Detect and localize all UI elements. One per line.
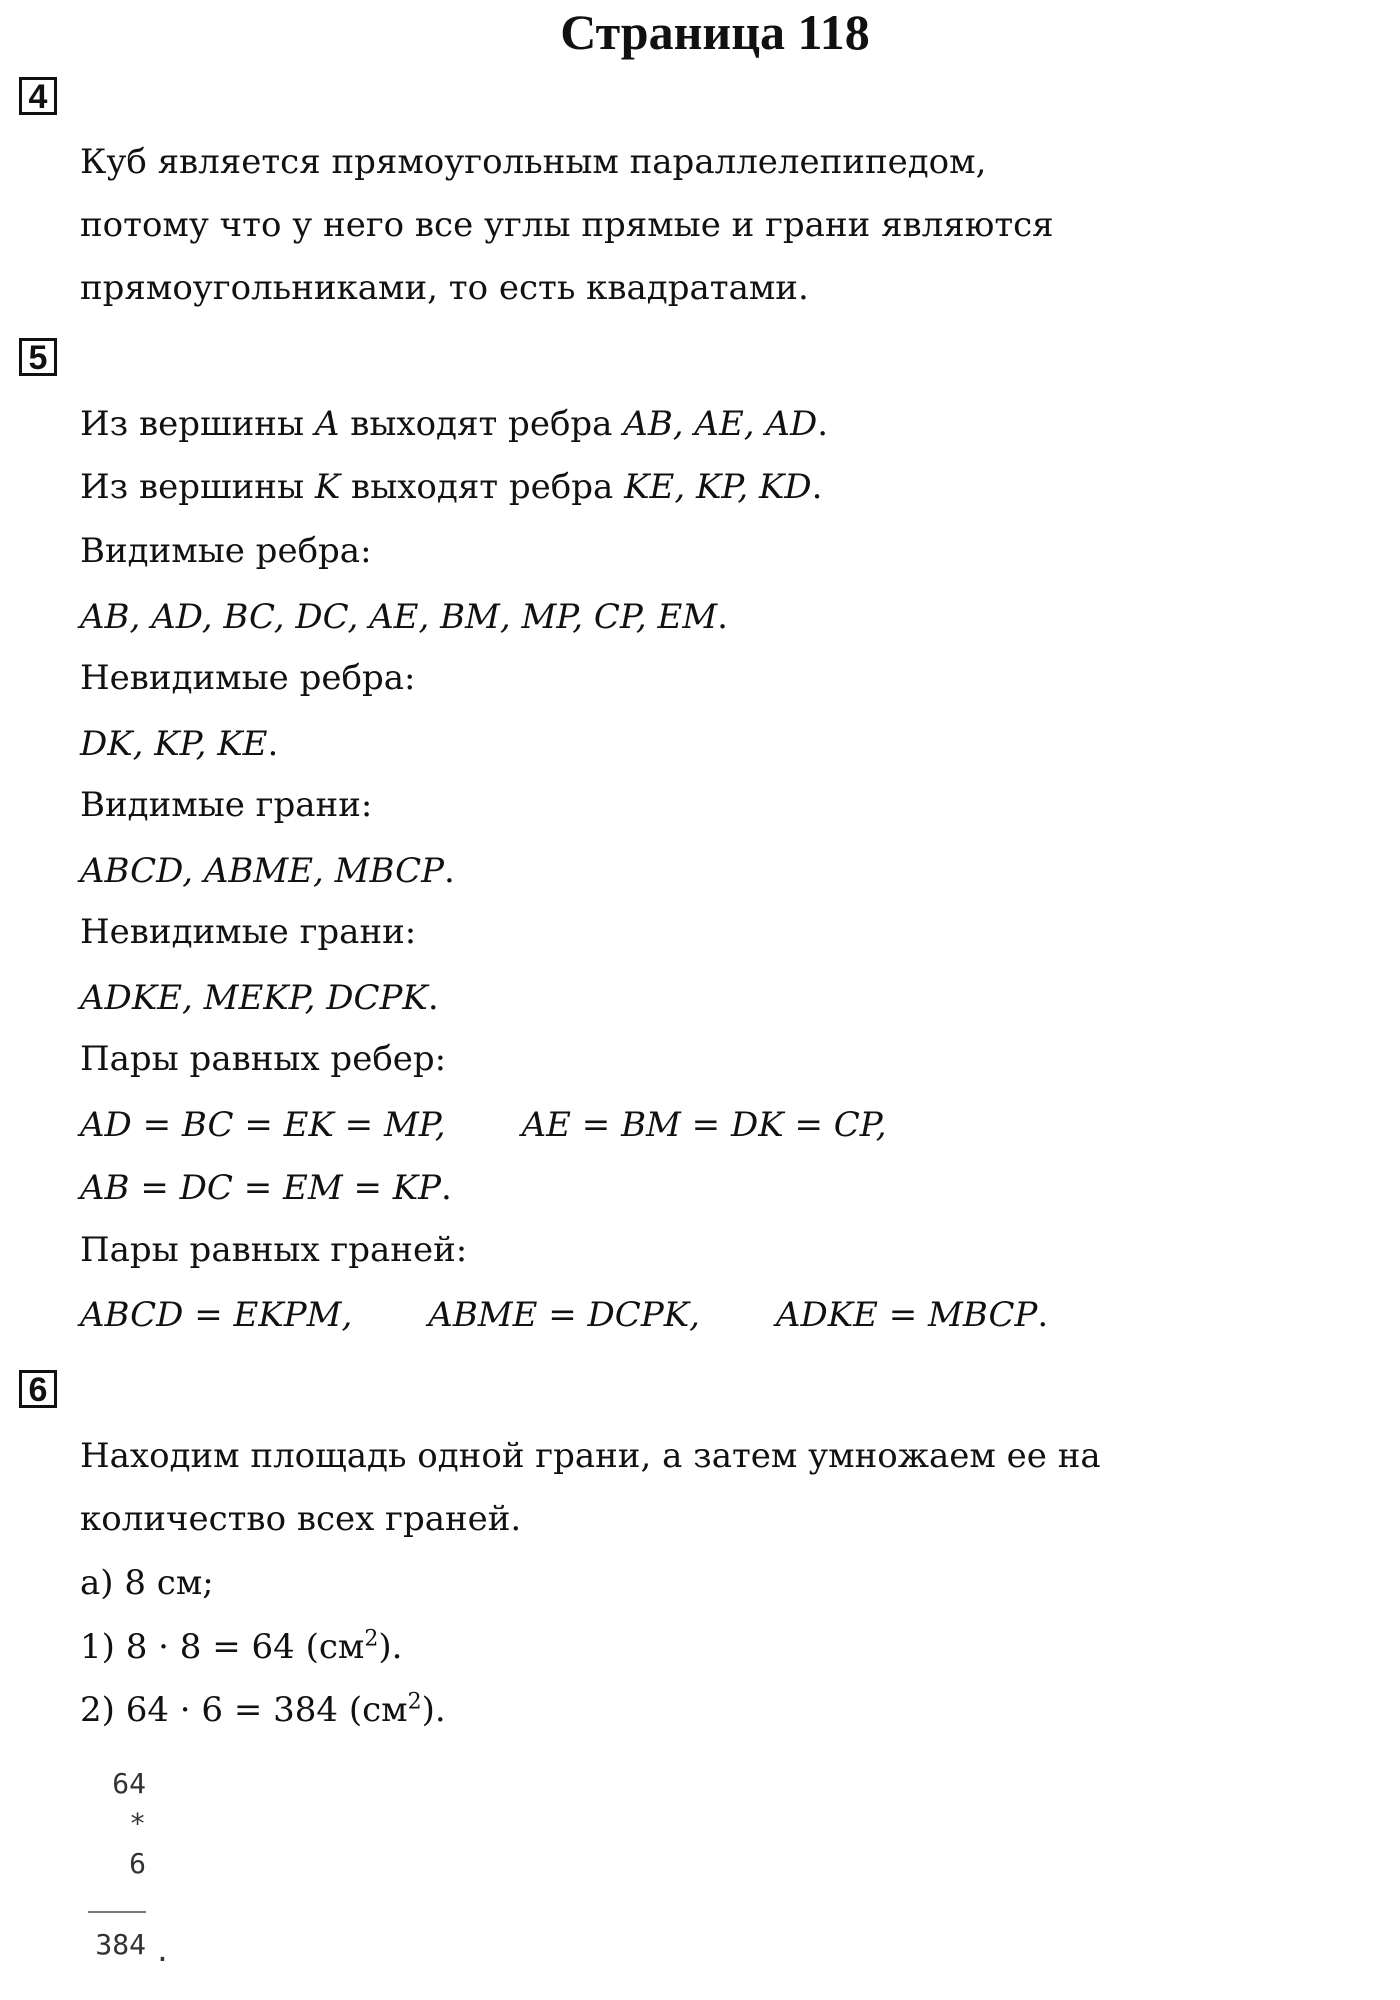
vertex-k-text-2: выходят ребра — [340, 467, 625, 507]
task6-line-1: Находим площадь одной грани, а затем умножаем ее на — [80, 1436, 1101, 1476]
step-1-close: ). — [378, 1627, 403, 1667]
task6-line-2: количество всех граней. — [80, 1499, 522, 1539]
task-number-5: 5 — [19, 338, 57, 376]
calc-divider-line — [88, 1911, 146, 1913]
invisible-edges-period: . — [267, 724, 279, 764]
equal-edges-2: AE = BM = DK = CP, — [521, 1105, 887, 1145]
calc-top-number: 64 — [112, 1767, 146, 1800]
task4-line-2: потому что у него все углы прямые и грани являются — [80, 205, 1054, 245]
equal-faces-2: ABME = DCPK, — [428, 1295, 700, 1335]
equal-edges-1: AD = BC = EK = MP, — [80, 1105, 446, 1145]
vertex-k-line — [80, 467, 822, 507]
equal-faces-period: . — [1037, 1295, 1049, 1335]
visible-faces-label: Видимые грани: — [80, 785, 373, 825]
task4-line-3: прямоугольниками, то есть квадратами. — [80, 268, 809, 308]
step-2-close: ). — [421, 1690, 446, 1730]
invisible-edges-label: Невидимые ребра: — [80, 658, 416, 698]
vertex-a-text-1: Из вершины — [80, 404, 315, 444]
equal-edges-period: . — [441, 1168, 452, 1208]
vertex-a-line — [80, 404, 828, 444]
equal-edges-line-1 — [80, 1105, 887, 1145]
task4-line-1: Куб является прямоугольным параллелепипедом, — [80, 142, 987, 182]
vertex-k-name: K — [314, 467, 341, 507]
visible-faces-line — [80, 851, 455, 891]
invisible-faces-label: Невидимые грани: — [80, 912, 417, 952]
step-2-square: 2 — [407, 1689, 422, 1715]
invisible-edges-line — [80, 724, 278, 764]
vertex-a-text-2: выходят ребра — [339, 404, 624, 444]
visible-edges-label: Видимые ребра: — [80, 531, 372, 571]
vertex-a-period: . — [817, 404, 829, 444]
visible-faces: ABCD, ABME, MBCP — [80, 851, 444, 891]
equal-edges-label: Пары равных ребер: — [80, 1039, 447, 1079]
step-1-line — [80, 1627, 402, 1667]
equal-edges-3: AB = DC = EM = KP — [80, 1168, 442, 1208]
visible-edges-line — [80, 597, 728, 637]
task-number-6: 6 — [19, 1370, 57, 1408]
page-title: Страница 118 — [560, 4, 870, 60]
calc-factor: 6 — [129, 1847, 146, 1880]
invisible-faces-period: . — [427, 978, 439, 1018]
step-1-square: 2 — [364, 1626, 379, 1652]
vertex-a-edges: AB, AE, AD — [623, 404, 818, 444]
step-1-text: 1) 8 · 8 = 64 (см — [80, 1627, 365, 1667]
invisible-faces: ADKE, MEKP, DCPK — [80, 978, 428, 1018]
calc-result-dot: . — [154, 1935, 171, 1968]
step-2-line — [80, 1690, 446, 1730]
equal-faces-line — [80, 1295, 1048, 1335]
invisible-edges: DK, KP, KE — [80, 724, 268, 764]
equal-faces-label: Пары равных граней: — [80, 1230, 468, 1270]
calc-result: 384 — [95, 1928, 146, 1961]
equal-faces-3: ADKE = MBCP — [775, 1295, 1038, 1335]
invisible-faces-line — [80, 978, 439, 1018]
step-2-text: 2) 64 · 6 = 384 (см — [80, 1690, 408, 1730]
task-number-4: 4 — [19, 77, 57, 115]
vertex-a-name: A — [314, 404, 340, 444]
visible-edges: AB, AD, BC, DC, AE, BM, MP, CP, EM — [80, 597, 718, 637]
visible-edges-period: . — [717, 597, 728, 637]
vertex-k-edges: KE, KP, KD — [624, 467, 812, 507]
visible-faces-period: . — [443, 851, 455, 891]
equal-edges-line-2 — [80, 1168, 452, 1208]
vertex-k-period: . — [811, 467, 823, 507]
equal-faces-1: ABCD = EKPM, — [80, 1295, 353, 1335]
calc-operator: * — [129, 1807, 146, 1840]
case-a-line: а) 8 см; — [80, 1563, 214, 1603]
vertex-k-text-1: Из вершины — [80, 467, 315, 507]
